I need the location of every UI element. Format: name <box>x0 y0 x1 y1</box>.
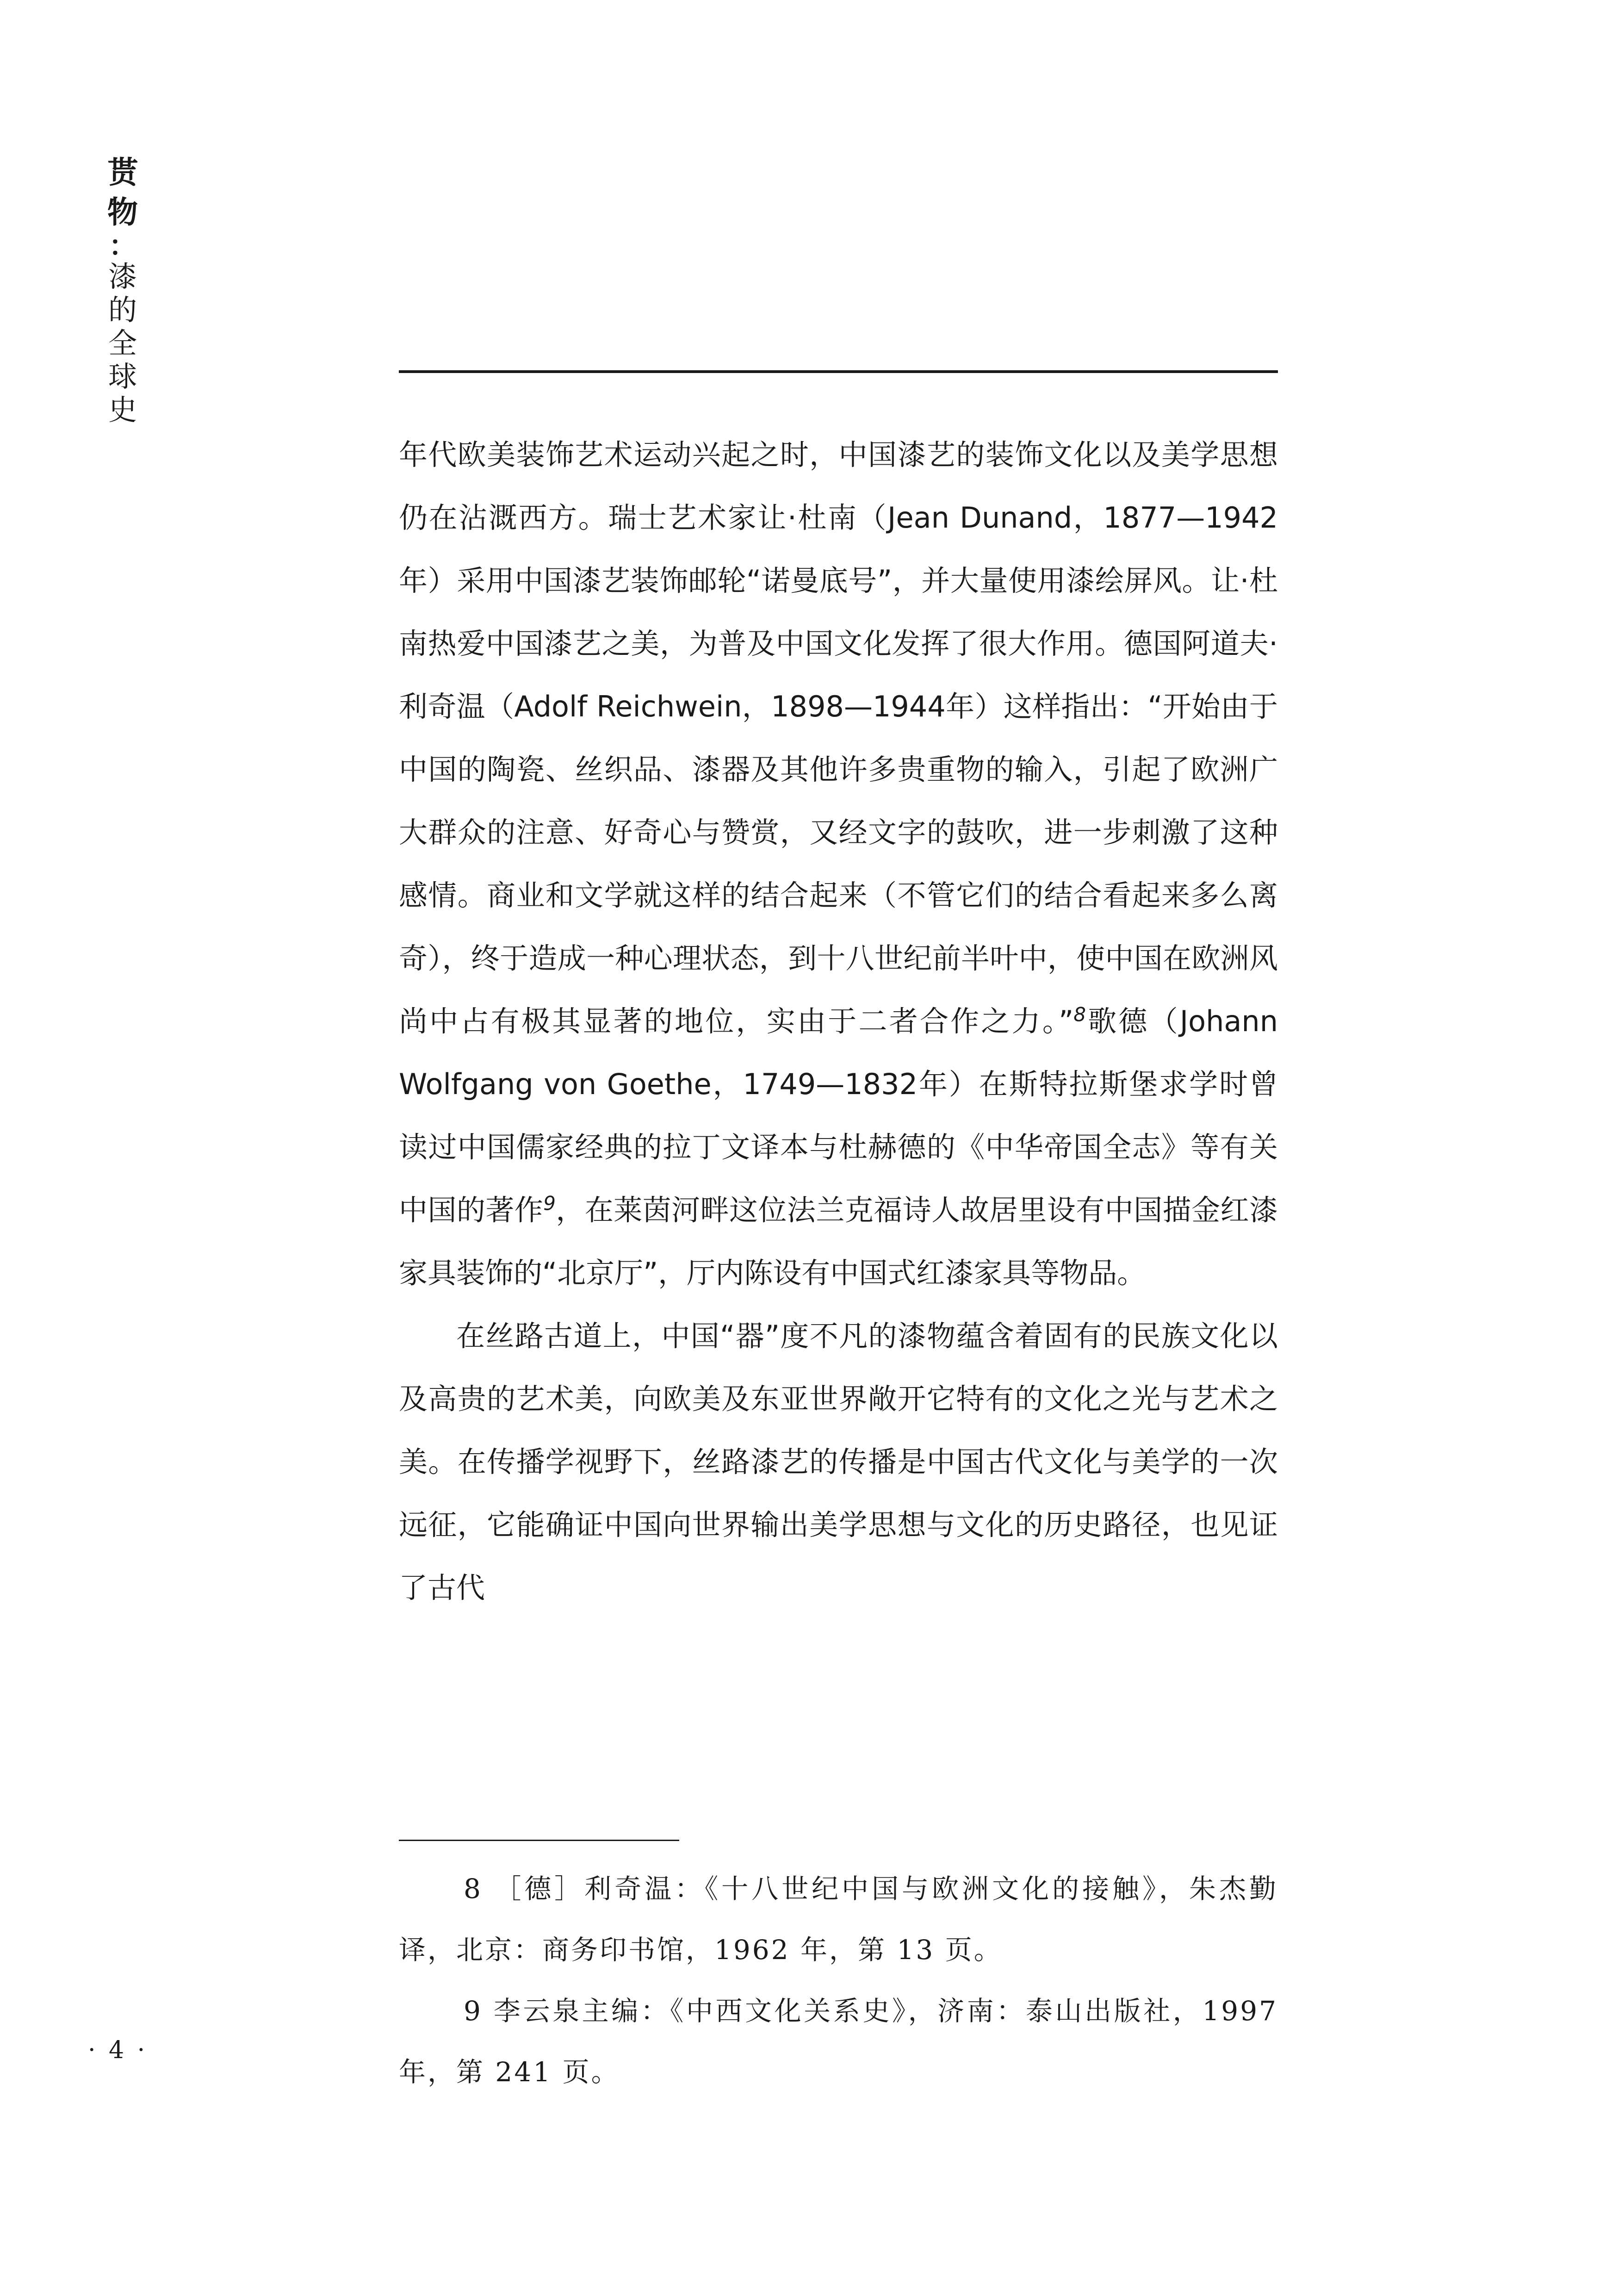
running-subtitle-char: 球 <box>108 360 137 393</box>
running-subtitle-char: 的 <box>108 293 137 327</box>
footnote-8: 8 ［德］利奇温：《十八世纪中国与欧洲文化的接触》，朱杰勤译，北京：商务印书馆，1962 年，第 13 页。 <box>399 1873 1278 1966</box>
page-number: · 4 · <box>88 2036 148 2064</box>
header-rule <box>399 370 1278 373</box>
footnotes <box>399 1858 1278 2103</box>
running-title-char: 贳 <box>107 155 138 190</box>
footnote-rule <box>399 1840 679 1841</box>
body-text <box>399 423 1278 1619</box>
paragraph: 在丝路古道上，中国“器”度不凡的漆物蕴含着固有的民族文化以及高贵的艺术美，向欧美及东亚世界敞开它特有的文化之光与艺术之美。在传播学视野下，丝路漆艺的传播是中国古代文化与美学的一次远征，它能确证中国向世界输出美学思想与文化的历史路径，也见证了古代 <box>399 1319 1278 1605</box>
paragraph-text: ，在莱茵河畔这位法兰克福诗人故居里设有中国描金红漆家具装饰的“北京厅”，厅内陈设有中国式红漆家具等物品。 <box>399 1193 1278 1290</box>
running-title <box>97 153 148 427</box>
running-subtitle-char: 全 <box>108 326 137 360</box>
running-title-colon: ： <box>109 230 136 262</box>
paragraph-text: 歌德（Johann Wolfgang von Goethe，1749—1832年）在斯特拉斯堡求学时曾读过中国儒家经典的拉丁文译本与杜赫德的《中华帝国全志》等有关中国的著作 <box>399 1004 1278 1227</box>
footnote-ref-9[interactable]: 9 <box>543 1192 556 1215</box>
paragraph <box>399 423 1278 1305</box>
running-title-char: 物 <box>107 194 138 230</box>
footnote-9: 9 李云泉主编：《中西文化关系史》，济南：泰山出版社，1997 年，第 241 页。 <box>399 1995 1278 2088</box>
paragraph-text: 年代欧美装饰艺术运动兴起之时，中国漆艺的装饰文化以及美学思想仍在沾溉西方。瑞士艺术家让·杜南（Jean Dunand，1877—1942 年）采用中国漆艺装饰邮轮“诺曼底号”，并大量使用漆绘屏风。让·杜南热爱中国漆艺之美，为普及中国文化发挥了很大作用。德国阿道夫·利奇温（Adolf Reichwein，1898—1944年）这样指出：“开始由于中国的陶瓷、丝织品、漆器及其他许多贵重物的输入，引起了欧洲广大群众的注意、好奇心与赞赏，又经文字的鼓吹，进一步刺激了这种感情。商业和文学就这样的结合起来（不管它们的结合看起来多么离奇），终于造成一种心理状态，到十八世纪前半叶中，使中国在欧洲风尚中占有极其显著的地位，实由于二者合作之力。” <box>399 438 1278 1038</box>
running-subtitle-char: 史 <box>108 393 137 427</box>
running-subtitle-char: 漆 <box>108 260 137 293</box>
footnote-ref-8[interactable]: 8 <box>1073 1003 1086 1026</box>
